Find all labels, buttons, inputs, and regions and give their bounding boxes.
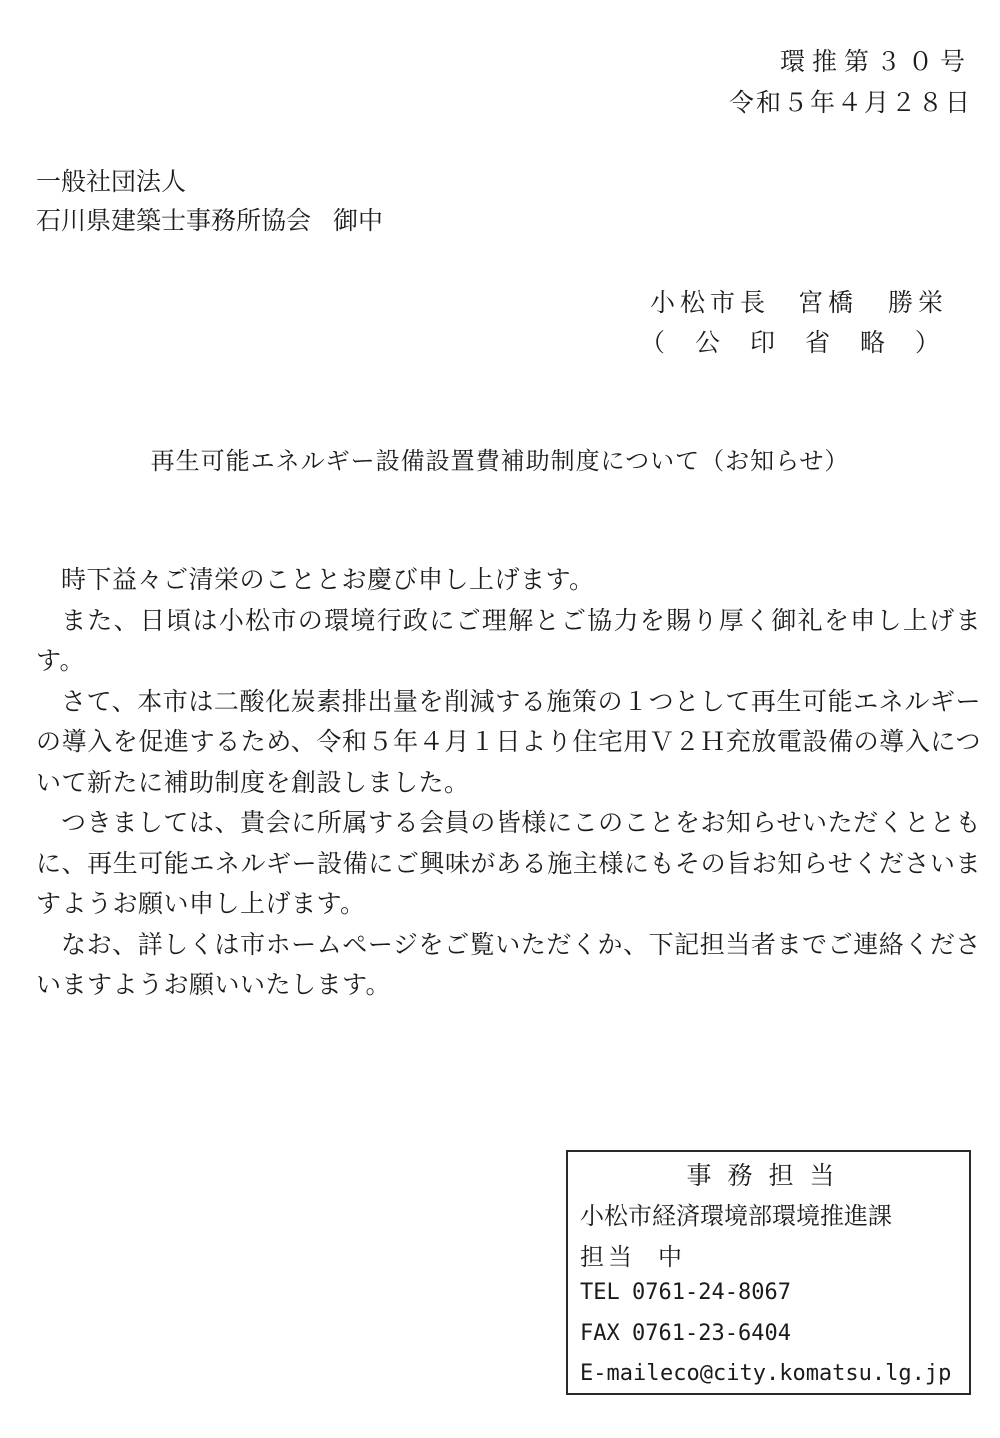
seal-note-char: 公 (694, 328, 720, 357)
body-paragraph: 時下益々ご清栄のこととお慶び申し上げます。 (61, 565, 595, 594)
contact-person-label: 担当 (580, 1243, 636, 1271)
seal-note-char: ） (914, 328, 940, 357)
contact-person (580, 1237, 686, 1272)
document-number: 環推第３０号 (779, 47, 972, 76)
tel-label: TEL (580, 1280, 620, 1305)
document-date: 令和５年４月２８日 (728, 88, 972, 117)
document-body (36, 560, 981, 1006)
recipient-organization-type: 一般社団法人 (36, 167, 187, 196)
recipient-honorific: 御中 (333, 206, 384, 235)
tel-number: 0761-24-8067 (632, 1280, 791, 1305)
body-paragraph: また、日頃は小松市の環境行政にご理解とご協力を賜り厚く御礼を申し上げます。 (36, 605, 981, 675)
contact-email (580, 1361, 951, 1386)
recipient-address-line (36, 201, 383, 237)
seal-note-char: 印 (749, 328, 775, 357)
contact-person-name: 中 (658, 1243, 686, 1271)
sender-title: 小松市長 (649, 288, 770, 317)
seal-note-char: 省 (804, 328, 830, 357)
body-paragraph: さて、本市は二酸化炭素排出量を削減する施策の１つとして再生可能エネルギーの導入を促進するため、令和５年４月１日より住宅用Ｖ２Ｈ充放電設備の導入について新たに補助制度を創設しました。 (36, 686, 981, 797)
contact-tel (580, 1280, 791, 1305)
contact-department: 小松市経済環境部環境推進課 (580, 1202, 892, 1230)
sender-name: 宮橋 勝栄 (797, 288, 948, 317)
email-address: eco@city.komatsu.lg.jp (660, 1361, 952, 1386)
contact-fax (580, 1321, 791, 1346)
contact-heading: 事務担当 (686, 1161, 851, 1190)
seal-note-char: 略 (859, 328, 885, 357)
fax-number: 0761-23-6404 (632, 1321, 791, 1346)
email-label: E-mail (580, 1361, 660, 1386)
body-paragraph: なお、詳しくは市ホームページをご覧いただくか、下記担当者までご連絡くださいますようお願いいたします。 (36, 929, 981, 999)
document-title: 再生可能エネルギー設備設置費補助制度について（お知らせ） (150, 447, 850, 475)
contact-box (566, 1150, 971, 1395)
fax-label: FAX (580, 1321, 620, 1346)
body-paragraph: つきましては、貴会に所属する会員の皆様にこのことをお知らせいただくとともに、再生可能エネルギー設備にご興味がある施主様にもその旨お知らせくださいますようお願い申し上げます。 (36, 808, 981, 918)
seal-omitted-note (640, 323, 940, 359)
seal-note-char: （ (640, 328, 666, 357)
recipient-organization-name: 石川県建築士事務所協会 (36, 206, 312, 235)
sender-block (650, 283, 948, 319)
